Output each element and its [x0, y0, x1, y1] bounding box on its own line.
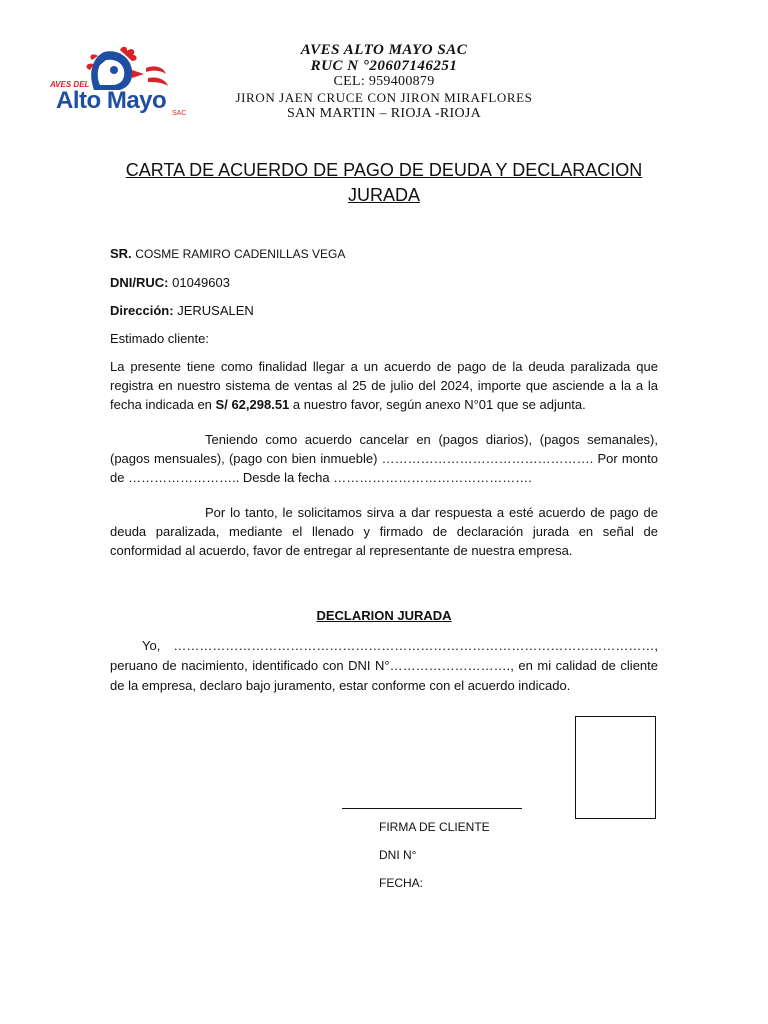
company-address-line2: SAN MARTIN – RIOJA -RIOJA: [286, 106, 482, 121]
recipient-address: [110, 301, 658, 320]
company-ruc: RUC N °20607146251: [310, 58, 458, 74]
company-logo: [34, 46, 210, 120]
recipient-name: [110, 244, 658, 264]
paragraph-debt-end: a nuestro favor, según anexo N°01 que se adjunta.: [292, 397, 586, 412]
recipient-name-label: SR.: [110, 246, 132, 261]
declaration-text: Yo, …………………………………………………………………………………………………, peruano de nacimiento, identificado con DNI N°………………………., en mi calidad de cliente de la empresa, declaro bajo juramento, estar conforme con el acuerdo indicado.: [110, 638, 658, 693]
company-name: AVES ALTO MAYO SAC: [300, 42, 468, 58]
paragraph-request: Por lo tanto, le solicitamos sirva a dar respuesta a esté acuerdo de pago de deuda paralizada, mediante el llenado y firmado de declaración jurada en señal de conformidad al acuerdo, favor de entregar al representante de nuestra empresa.: [110, 505, 658, 558]
paragraph-agreement: Teniendo como acuerdo cancelar en (pagos diarios), (pagos semanales), (pagos mensuales), (pago con bien inmueble) …………………………………………. Por monto de …………………….. Desde la fecha ……………………………………….: [110, 432, 658, 485]
paragraph-debt-intro: La presente tiene como finalidad llegar a un acuerdo de pago de la deuda paralizada que registra en nuestro sistema de ventas al 25 de julio del 2024, importe que asciende a la a la fecha indicada en: [110, 359, 658, 412]
signature-date-label: FECHA:: [379, 876, 424, 890]
recipient-dni: [110, 273, 658, 292]
recipient-address-label: Dirección:: [110, 303, 174, 318]
company-address-line1: JIRON JAEN CRUCE CON JIRON MIRAFLORES: [235, 90, 533, 105]
fingerprint-box: [575, 716, 656, 819]
signature-block: [379, 813, 490, 897]
logo-suffix: SAC: [172, 110, 187, 117]
recipient-name-value: COSME RAMIRO CADENILLAS VEGA: [135, 247, 346, 261]
signature-dni-label: DNI N°: [379, 848, 417, 862]
signature-label: FIRMA DE CLIENTE: [379, 820, 490, 834]
recipient-dni-value: 01049603: [172, 275, 230, 290]
signature-line: [342, 808, 522, 809]
paragraph-debt: [110, 357, 658, 414]
document-title: CARTA DE ACUERDO DE PAGO DE DEUDA Y DECLARACION JURADA: [125, 160, 643, 205]
debt-amount: S/ 62,298.51: [215, 397, 290, 412]
letter-body: [110, 244, 658, 560]
greeting: Estimado cliente:: [110, 331, 209, 346]
logo-line1: AVES DEL: [50, 80, 90, 89]
declaration-body: [110, 636, 658, 696]
logo-line2: Alto Mayo: [56, 87, 167, 114]
declaration-title: DECLARION JURADA: [316, 608, 452, 623]
company-header: [200, 42, 568, 122]
recipient-dni-label: DNI/RUC:: [110, 275, 169, 290]
recipient-address-value: JERUSALEN: [177, 303, 254, 318]
company-phone: CEL: 959400879: [333, 74, 435, 89]
